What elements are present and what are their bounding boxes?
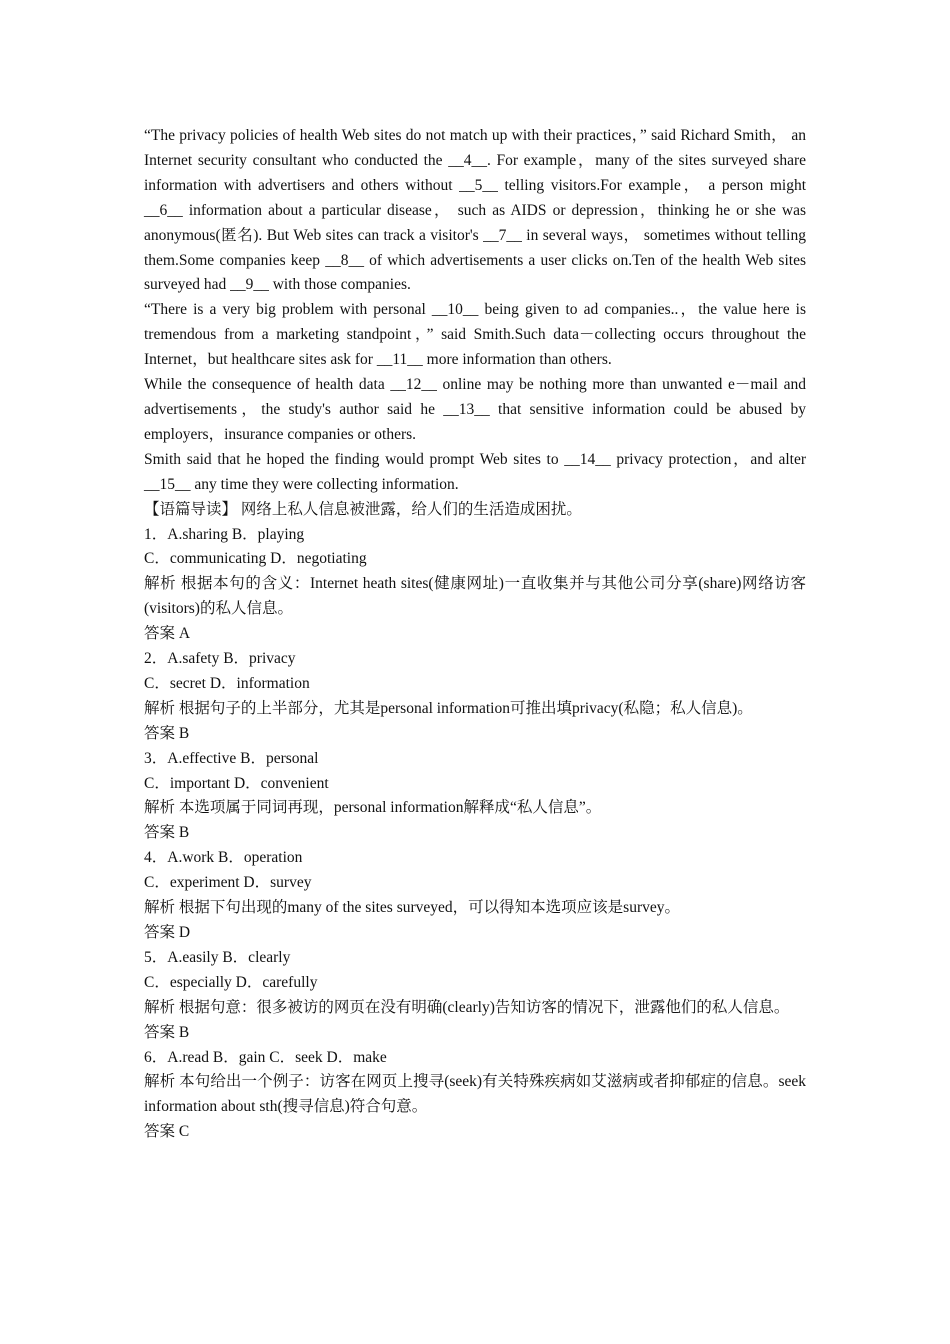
passage-guide: 【语篇导读】 网络上私人信息被泄露，给人们的生活造成困扰。: [144, 500, 582, 518]
document-page: [144, 124, 806, 1145]
question-3-options-ab: 3．A.effective B．personal: [144, 749, 319, 767]
question-3-analysis: 解析 本选项属于同词再现，personal information解释成“私人信息”。: [144, 799, 602, 817]
passage-paragraph: While the consequence of health data __12__ online may be nothing more than unwanted e－mail and advertisements，the study's author said he __13__ that sensitive information could be abused by employers，insurance companies or others.: [144, 376, 806, 443]
question-4-analysis: 解析 根据下句出现的many of the sites surveyed，可以得知本选项应该是survey。: [144, 899, 680, 917]
question-1-options-cd: C．communicating D．negotiating: [144, 550, 367, 568]
question-1-answer: 答案 A: [144, 625, 191, 643]
question-5-answer: 答案 B: [144, 1023, 190, 1041]
question-6-options: 6．A.read B．gain C．seek D．make: [144, 1048, 387, 1066]
question-6-answer: 答案 C: [144, 1123, 190, 1141]
question-2-options-cd: C．secret D．information: [144, 674, 310, 692]
question-3-options-cd: C．important D．convenient: [144, 774, 329, 792]
question-4-options-ab: 4．A.work B．operation: [144, 849, 303, 867]
question-4-answer: 答案 D: [144, 924, 191, 941]
question-1-options-ab: 1．A.sharing B．playing: [144, 525, 305, 543]
passage-paragraph: “There is a very big problem with personal __10__ being given to ad companies..，the value here is tremendous from a marketing standpoint，” said Smith.Such data－collecting occurs throughout the Internet，but healthcare sites ask for __11__ more information than others.: [144, 301, 806, 369]
question-6-analysis: 解析 本句给出一个例子：访客在网页上搜寻(seek)有关特殊疾病如艾滋病或者抑郁症的信息。seek information about sth(搜寻信息)符合句意。: [144, 1073, 806, 1116]
question-5-options-ab: 5．A.easily B．clearly: [144, 948, 291, 966]
question-3-answer: 答案 B: [144, 824, 190, 842]
passage-paragraph: Smith said that he hoped the finding would prompt Web sites to __14__ privacy protection，and alter __15__ any time they were collecting information.: [144, 450, 806, 493]
question-2-answer: 答案 B: [144, 724, 190, 742]
question-5-analysis: 解析 根据句意：很多被访的网页在没有明确(clearly)告知访客的情况下，泄露他们的私人信息。: [144, 998, 790, 1016]
question-2-analysis: 解析 根据句子的上半部分，尤其是personal information可推出填privacy(私隐；私人信息)。: [144, 699, 753, 717]
question-2-options-ab: 2．A.safety B．privacy: [144, 650, 296, 668]
question-1-analysis: 解析 根据本句的含义：Internet heath sites(健康网址)一直收集并与其他公司分享(share)网络访客(visitors)的私人信息。: [144, 575, 806, 618]
question-4-options-cd: C．experiment D．survey: [144, 874, 312, 892]
question-5-options-cd: C．especially D．carefully: [144, 973, 318, 991]
passage-paragraph: “The privacy policies of health Web sites do not match up with their practices，” said Richard Smith， an Internet security consultant who conducted the __4__. For example，many of the sites surveyed share information with advertisers and others without __5__ telling visitors.For example， a person might __6__ information about a particular disease， such as AIDS or depression，thinking he or she was anonymous(匿名). But Web sites can track a visitor's __7__ in several ways， sometimes without telling them.Some companies keep __8__ of which advertisements a user clicks on.Ten of the health Web sites surveyed had __9__ with those companies.: [144, 127, 806, 294]
